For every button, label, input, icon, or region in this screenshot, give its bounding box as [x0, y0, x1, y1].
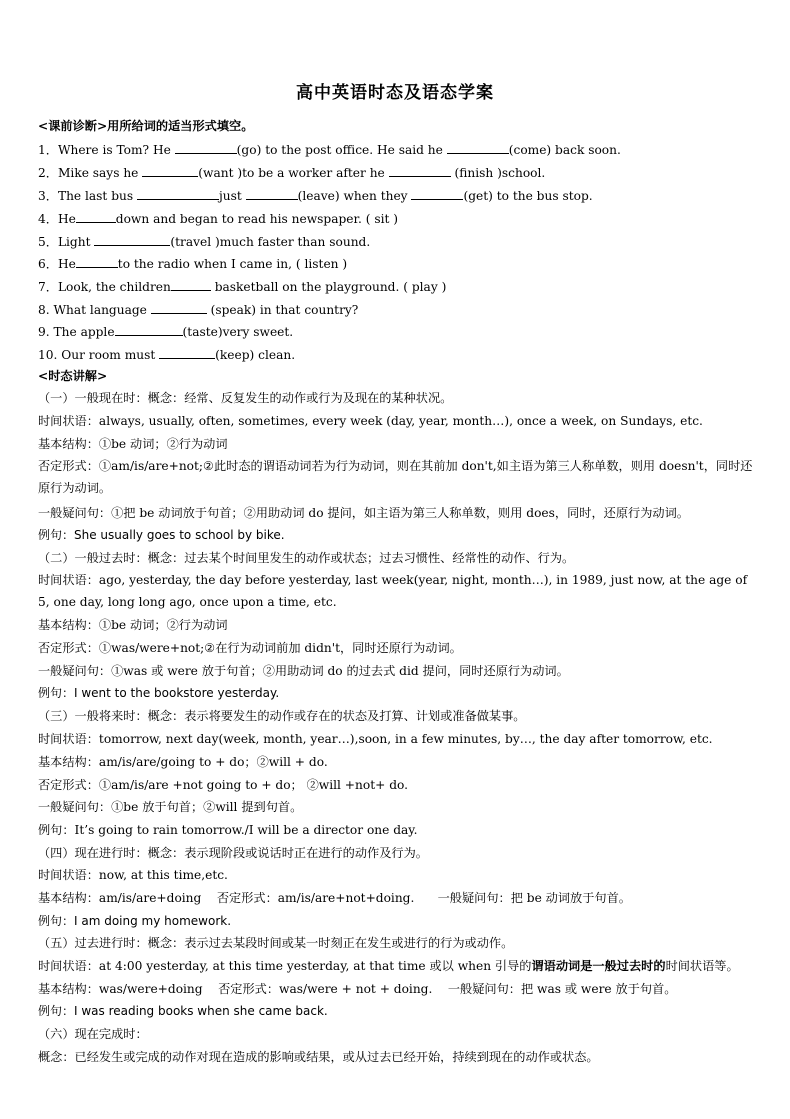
- tense-concept: （一）一般现在时：概念：经常、反复发生的动作或行为及现在的某种状况。: [38, 391, 453, 405]
- tense-structure: 基本结构：①be 动词；②行为动词: [38, 437, 228, 451]
- exercise-item: 8. What language (speak) in that country?: [38, 303, 359, 317]
- tense-concept: （三）一般将来时：概念：表示将要发生的动作或存在的状态及打算、计划或准备做某事。: [38, 709, 526, 723]
- answer-blank[interactable]: [447, 141, 509, 154]
- tense-structure: 基本结构：①be 动词；②行为动词: [38, 618, 228, 632]
- tense-adverbials: 时间状语：always, usually, often, sometimes, every week (day, year, month…), once a week, on Sundays, etc.: [38, 414, 703, 428]
- exercise-item: 2．Mike says he (want )to be a worker after he (finish )school.: [38, 166, 546, 180]
- tense-adverbials: 时间状语：at 4:00 yesterday, at this time yesterday, at that time 或以 when 引导的谓语动词是一般过去时的时间状语等。: [38, 959, 739, 973]
- tense-negative: 否定形式：①am/is/are+not;②此时态的谓语动词若为行为动词，则在其前加 don't,如主语为第三人称单数，则用 doesn't，同时还原行为动词。: [38, 459, 753, 495]
- tense-structure-row: 基本结构：am/is/are+doing 否定形式：am/is/are+not+doing. 一般疑问句：把 be 动词放于句首。: [38, 891, 631, 905]
- tense-question: 一般疑问句：①was 或 were 放于句首；②用助动词 do 的过去式 did 提问，同时还原行为动词。: [38, 664, 569, 678]
- section-heading-diagnosis: <课前诊断>用所给词的适当形式填空。: [38, 119, 254, 133]
- tense-structure-row: 基本结构：was/were+doing 否定形式：was/were + not + doing. 一般疑问句：把 was 或 were 放于句首。: [38, 982, 677, 996]
- tense-structure: 基本结构：am/is/are/going to + do；②will + do.: [38, 755, 328, 769]
- exercise-item: 4．He down and began to read his newspaper. ( sit ): [38, 212, 399, 226]
- answer-blank[interactable]: [175, 141, 237, 154]
- tense-example: 例句：I went to the bookstore yesterday.: [38, 686, 280, 700]
- tense-concept: （二）一般过去时：概念：过去某个时间里发生的动作或状态；过去习惯性、经常性的动作、行为。: [38, 551, 575, 565]
- tense-concept: 概念：已经发生或完成的动作对现在造成的影响或结果，或从过去已经开始，持续到现在的动作或状态。: [38, 1050, 599, 1064]
- tense-example: 例句：It’s going to rain tomorrow./I will be a director one day.: [38, 823, 418, 837]
- tense-example: 例句：I was reading books when she came back.: [38, 1004, 328, 1018]
- tense-adverbials: 时间状语：ago, yesterday, the day before yesterday, last week(year, night, month…), in 1989, just now, at the age of 5, one day, long long ago, once upon a time, etc.: [38, 573, 748, 609]
- tense-question: 一般疑问句：①be 放于句首；②will 提到句首。: [38, 800, 303, 814]
- tense-example: 例句：She usually goes to school by bike.: [38, 528, 285, 542]
- exercise-item: 10. Our room must (keep) clean.: [38, 348, 296, 362]
- tense-concept: （四）现在进行时：概念：表示现阶段或说话时正在进行的动作及行为。: [38, 846, 428, 860]
- tense-example: 例句：I am doing my homework.: [38, 914, 232, 928]
- answer-blank[interactable]: [389, 164, 451, 177]
- exercise-item: 9. The apple (taste)very sweet.: [38, 325, 294, 339]
- answer-blank[interactable]: [411, 187, 463, 200]
- answer-blank[interactable]: [76, 210, 116, 223]
- answer-blank[interactable]: [142, 164, 198, 177]
- tense-adverbials: 时间状语：tomorrow, next day(week, month, year…),soon, in a few minutes, by…, the day after tomorrow, etc.: [38, 732, 713, 746]
- exercise-item: 7．Look, the children basketball on the playground. ( play ): [38, 280, 447, 294]
- answer-blank[interactable]: [76, 255, 118, 268]
- document-title: 高中英语时态及语态学案: [296, 83, 494, 103]
- tense-heading: （六）现在完成时：: [38, 1027, 148, 1041]
- answer-blank[interactable]: [171, 278, 211, 291]
- tense-concept: （五）过去进行时：概念：表示过去某段时间或某一时刻正在发生或进行的行为或动作。: [38, 936, 514, 950]
- answer-blank[interactable]: [159, 346, 215, 359]
- tense-adverbials: 时间状语：now, at this time,etc.: [38, 868, 228, 882]
- answer-blank[interactable]: [115, 323, 183, 336]
- exercise-item: 6．He to the radio when I came in, ( listen ): [38, 257, 348, 271]
- exercise-item: 3．The last bus just (leave) when they (get) to the bus stop.: [38, 189, 593, 203]
- answer-blank[interactable]: [246, 187, 298, 200]
- answer-blank[interactable]: [151, 301, 207, 314]
- section-heading-tense: <时态讲解>: [38, 369, 108, 383]
- tense-question: 一般疑问句：①把 be 动词放于句首；②用助动词 do 提问，如主语为第三人称单数，则用 does，同时，还原行为动词。: [38, 506, 689, 520]
- tense-negative: 否定形式：①was/were+not;②在行为动词前加 didn't，同时还原行为动词。: [38, 641, 462, 655]
- tense-negative: 否定形式：①am/is/are +not going to + do； ②will +not+ do.: [38, 778, 408, 792]
- exercise-item: 1．Where is Tom? He (go) to the post office. He said he (come) back soon.: [38, 143, 621, 157]
- answer-blank[interactable]: [94, 233, 170, 246]
- exercise-item: 5．Light (travel )much faster than sound.: [38, 235, 371, 249]
- answer-blank[interactable]: [137, 187, 219, 200]
